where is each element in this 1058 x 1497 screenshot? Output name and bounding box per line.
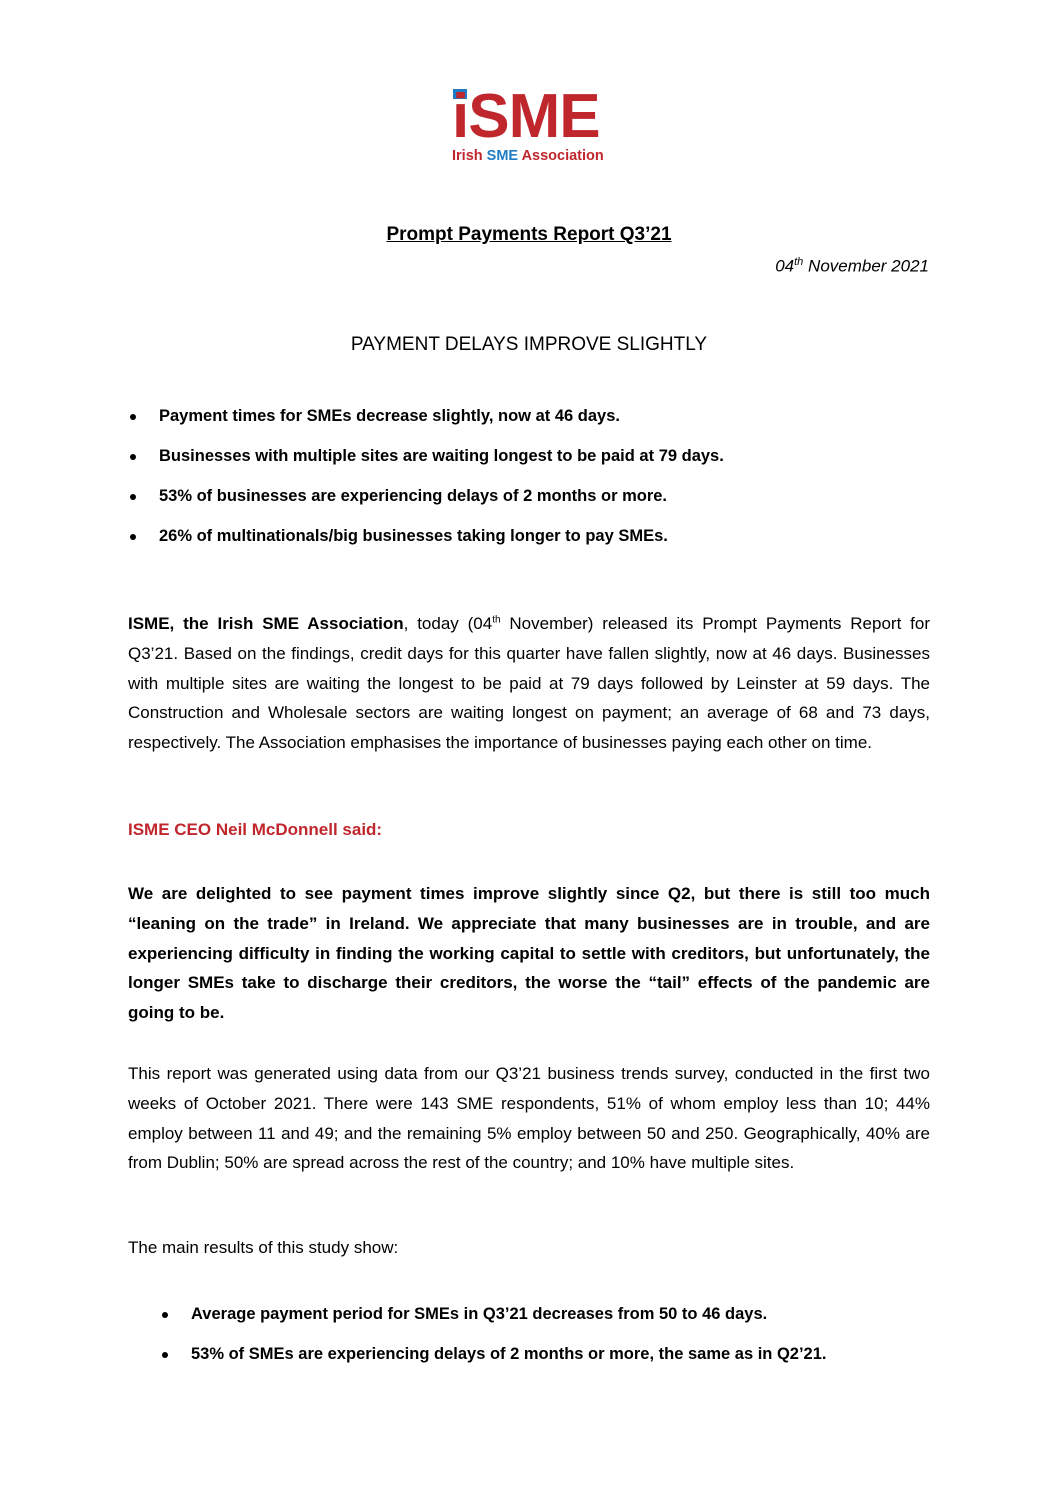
list-item xyxy=(159,525,724,565)
date-suffix: th xyxy=(794,256,804,268)
logo-i: i xyxy=(452,82,469,151)
intro-part1: , today (04 xyxy=(403,614,493,633)
intro-paragraph xyxy=(128,609,930,758)
bullet-icon xyxy=(130,454,136,460)
list-item xyxy=(159,445,724,485)
list-item-text: 53% of SMEs are experiencing delays of 2 months or more, the same as in Q2’21. xyxy=(191,1345,827,1363)
logo-sub-sme: SME xyxy=(486,148,519,164)
list-item xyxy=(159,405,724,445)
logo-sme: SME xyxy=(468,82,600,151)
logo-wordmark xyxy=(452,82,600,151)
date-day: 04 xyxy=(775,256,795,276)
key-findings-list xyxy=(159,405,724,565)
methodology-paragraph: This report was generated using data from our Q3’21 business trends survey, conducted in the first two weeks of October 2021. There were 143 SME respondents, 51% of whom employ less than 10; 44% employ between 11 and 49; and the remaining 5% employ between 50 and 250. Geographically, 40% are from Dublin; 50% are spread across the rest of the country; and 10% have multiple sites. xyxy=(128,1064,930,1173)
report-date xyxy=(775,256,929,277)
intro-bold-lead: ISME, the Irish SME Association xyxy=(128,614,404,633)
report-title: Prompt Payments Report Q3’21 xyxy=(386,224,672,245)
date-rest: November 2021 xyxy=(803,256,929,276)
isme-logo xyxy=(452,82,612,168)
logo-sub-irish: Irish xyxy=(452,148,487,164)
list-item-text: Payment times for SMEs decrease slightly, now at 46 days. xyxy=(159,407,620,425)
headline: PAYMENT DELAYS IMPROVE SLIGHTLY xyxy=(350,334,708,355)
intro-part2: November) released its Prompt Payments Report for Q3’21. Based on the findings, credit days for this quarter have fallen slightly, now at 46 days. Businesses with multiple sites are waiting the longest to be paid at 79 days followed by Leinster at 59 days. The Construction and Wholesale sectors are waiting longest on payment; an average of 68 and 73 days, respectively. The Association emphasises the importance of businesses paying each other on time. xyxy=(128,614,930,753)
list-item-text: Businesses with multiple sites are waiting longest to be paid at 79 days. xyxy=(159,447,724,465)
list-item xyxy=(159,485,724,525)
list-item-text: Average payment period for SMEs in Q3’21 decreases from 50 to 46 days. xyxy=(191,1305,768,1323)
list-item xyxy=(191,1303,826,1343)
bullet-icon xyxy=(162,1352,168,1358)
bullet-icon xyxy=(130,414,136,420)
list-item xyxy=(191,1343,826,1383)
quote-label: ISME CEO Neil McDonnell said: xyxy=(128,820,383,839)
intro-sup: th xyxy=(492,614,501,626)
bullet-icon xyxy=(130,534,136,540)
list-item-text: 53% of businesses are experiencing delays of 2 months or more. xyxy=(159,487,668,505)
bullet-icon xyxy=(130,494,136,500)
ceo-quote: We are delighted to see payment times improve slightly since Q2, but there is still too much “leaning on the trade” in Ireland. We appreciate that many businesses are in trouble, and are experiencing difficulty in finding the working capital to settle with creditors, but unfortunately, the longer SMEs take to discharge their creditors, the worse the “tail” effects of the pandemic are going to be. xyxy=(128,884,930,1023)
bullet-icon xyxy=(162,1312,168,1318)
results-list xyxy=(191,1303,826,1383)
results-intro: The main results of this study show: xyxy=(128,1238,399,1257)
logo-subtitle xyxy=(452,148,604,164)
logo-sub-association: Association xyxy=(518,148,604,164)
list-item-text: 26% of multinationals/big businesses taking longer to pay SMEs. xyxy=(159,527,668,545)
